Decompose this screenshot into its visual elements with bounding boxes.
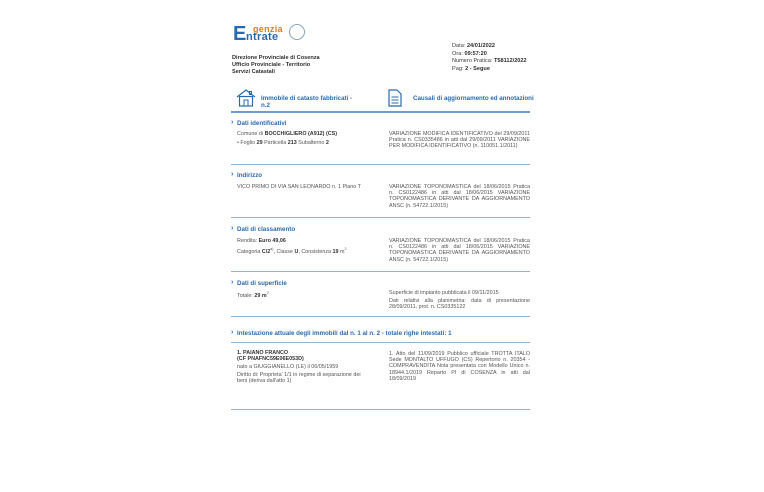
section-divider [231,271,530,272]
office-line: Servizi Catastali [232,69,275,75]
chevron-right-icon: › [231,329,234,336]
section-title: Dati di classamento [237,226,296,233]
building-icon [236,89,256,107]
document-meta [452,43,527,73]
intestatario-right: 1. Atto del 11/09/2019 Pubblico ufficiale TROTTA ITALO Sede MONTALTO UFFUGO (CS) Repertorio n. 20354 - COMPRAVENDITA Nota presentata con Modello Unico n. 18944.1/2019 Reparto PI di COSENZA in atti dal 18/09/2019 [389,351,530,382]
section-divider [231,217,530,218]
logo-text-entrate: ntrate [246,31,279,43]
section-title: Dati identificativi [237,120,287,127]
classamento-left: Rendita: Euro 49,06 Categoria C/2$^{a)}$, Classe U, Consistenza 19 $m^2$ [237,238,347,255]
header-divider [231,111,530,113]
office-line: Ufficio Provinciale - Territorio [232,62,311,68]
causali-header: Causali di aggiornamento ed annotazioni [413,95,534,102]
superficie-left: Totale: 29 $m^2$ [237,291,269,299]
logo-text-agenzia: genzia [253,24,283,34]
meta-row: Numero Pratica: T58112/2022 [452,58,527,65]
chevron-right-icon: › [231,225,234,232]
section-title: Dati di superficie [237,280,287,287]
superficie-right: Superficie di impianto pubblicata il 09/11/2015 Dati relativi alla planimetria: data di presentazione 28/09/2011, prot. n. CS0335122 [389,290,530,311]
classamento-right: VARIAZIONE TOPONOMASTICA del 18/06/2015 Pratica n. CS0122486 in atti dal 18/06/2015 VARIAZIONE TOPONOMASTICA DERIVANTE DA AGGIORNAMENTO ANSC (n. 54722.1/2015) [389,238,530,263]
meta-row: Ora: 09:57:20 [452,50,487,57]
logo-e-letter: E [233,23,247,45]
document-icon [388,89,402,107]
section-title: Indirizzo [237,172,263,179]
section-divider [231,409,530,410]
indirizzo-left: VICO PRIMO DI VIA SAN LEONARDO n. 1 Piano T [237,184,361,190]
section-divider [231,342,530,343]
meta-row: Pag: 2 - Segue [452,65,490,72]
meta-row: Data: 24/01/2022 [452,43,495,49]
intestatario-left: 1. PAIANO FRANCO (CF PNAFNC59E06E053D) nato a GIUGGIANELLO (LE) il 06/05/1959 Diritto di: Proprieta' 1/1 in regime di separazione dei beni (deriva dall'atto 1) [237,350,361,384]
republic-emblem-icon [289,24,305,40]
chevron-right-icon: › [231,119,234,126]
section-divider [231,164,530,165]
office-line: Direzione Provinciale di Cosenza [232,55,320,61]
chevron-right-icon: › [231,279,234,286]
chevron-right-icon: › [231,171,234,178]
identificativi-right: VARIAZIONE MODIFICA IDENTIFICATIVO del 29/09/2011 Pratica n. CS0335486 in atti dal 29/09/2011 VARIAZIONE PER MODIFICA IDENTIFICATIVO (n. 110051.1/2011) [389,131,530,150]
section-divider [231,316,530,317]
section-title: Intestazione attuale degli immobili dal n. 1 al n. 2 - totale righe intestati: 1 [237,330,452,337]
indirizzo-right: VARIAZIONE TOPONOMASTICA del 18/06/2015 Pratica n. CS0122486 in atti dal 18/06/2015 VARIAZIONE TOPONOMASTICA DERIVANTE DA AGGIORNAMENTO ANSC (n. 54722.1/2015) [389,184,530,209]
office-block [232,55,320,76]
identificativi-left: Comune di BOCCHIGLIERO (A912) (CS) • Foglio 29 Particella 213 Subalterno 2 [237,131,338,147]
property-header: Immobile di catasto fabbricati - n.2 [261,95,353,109]
